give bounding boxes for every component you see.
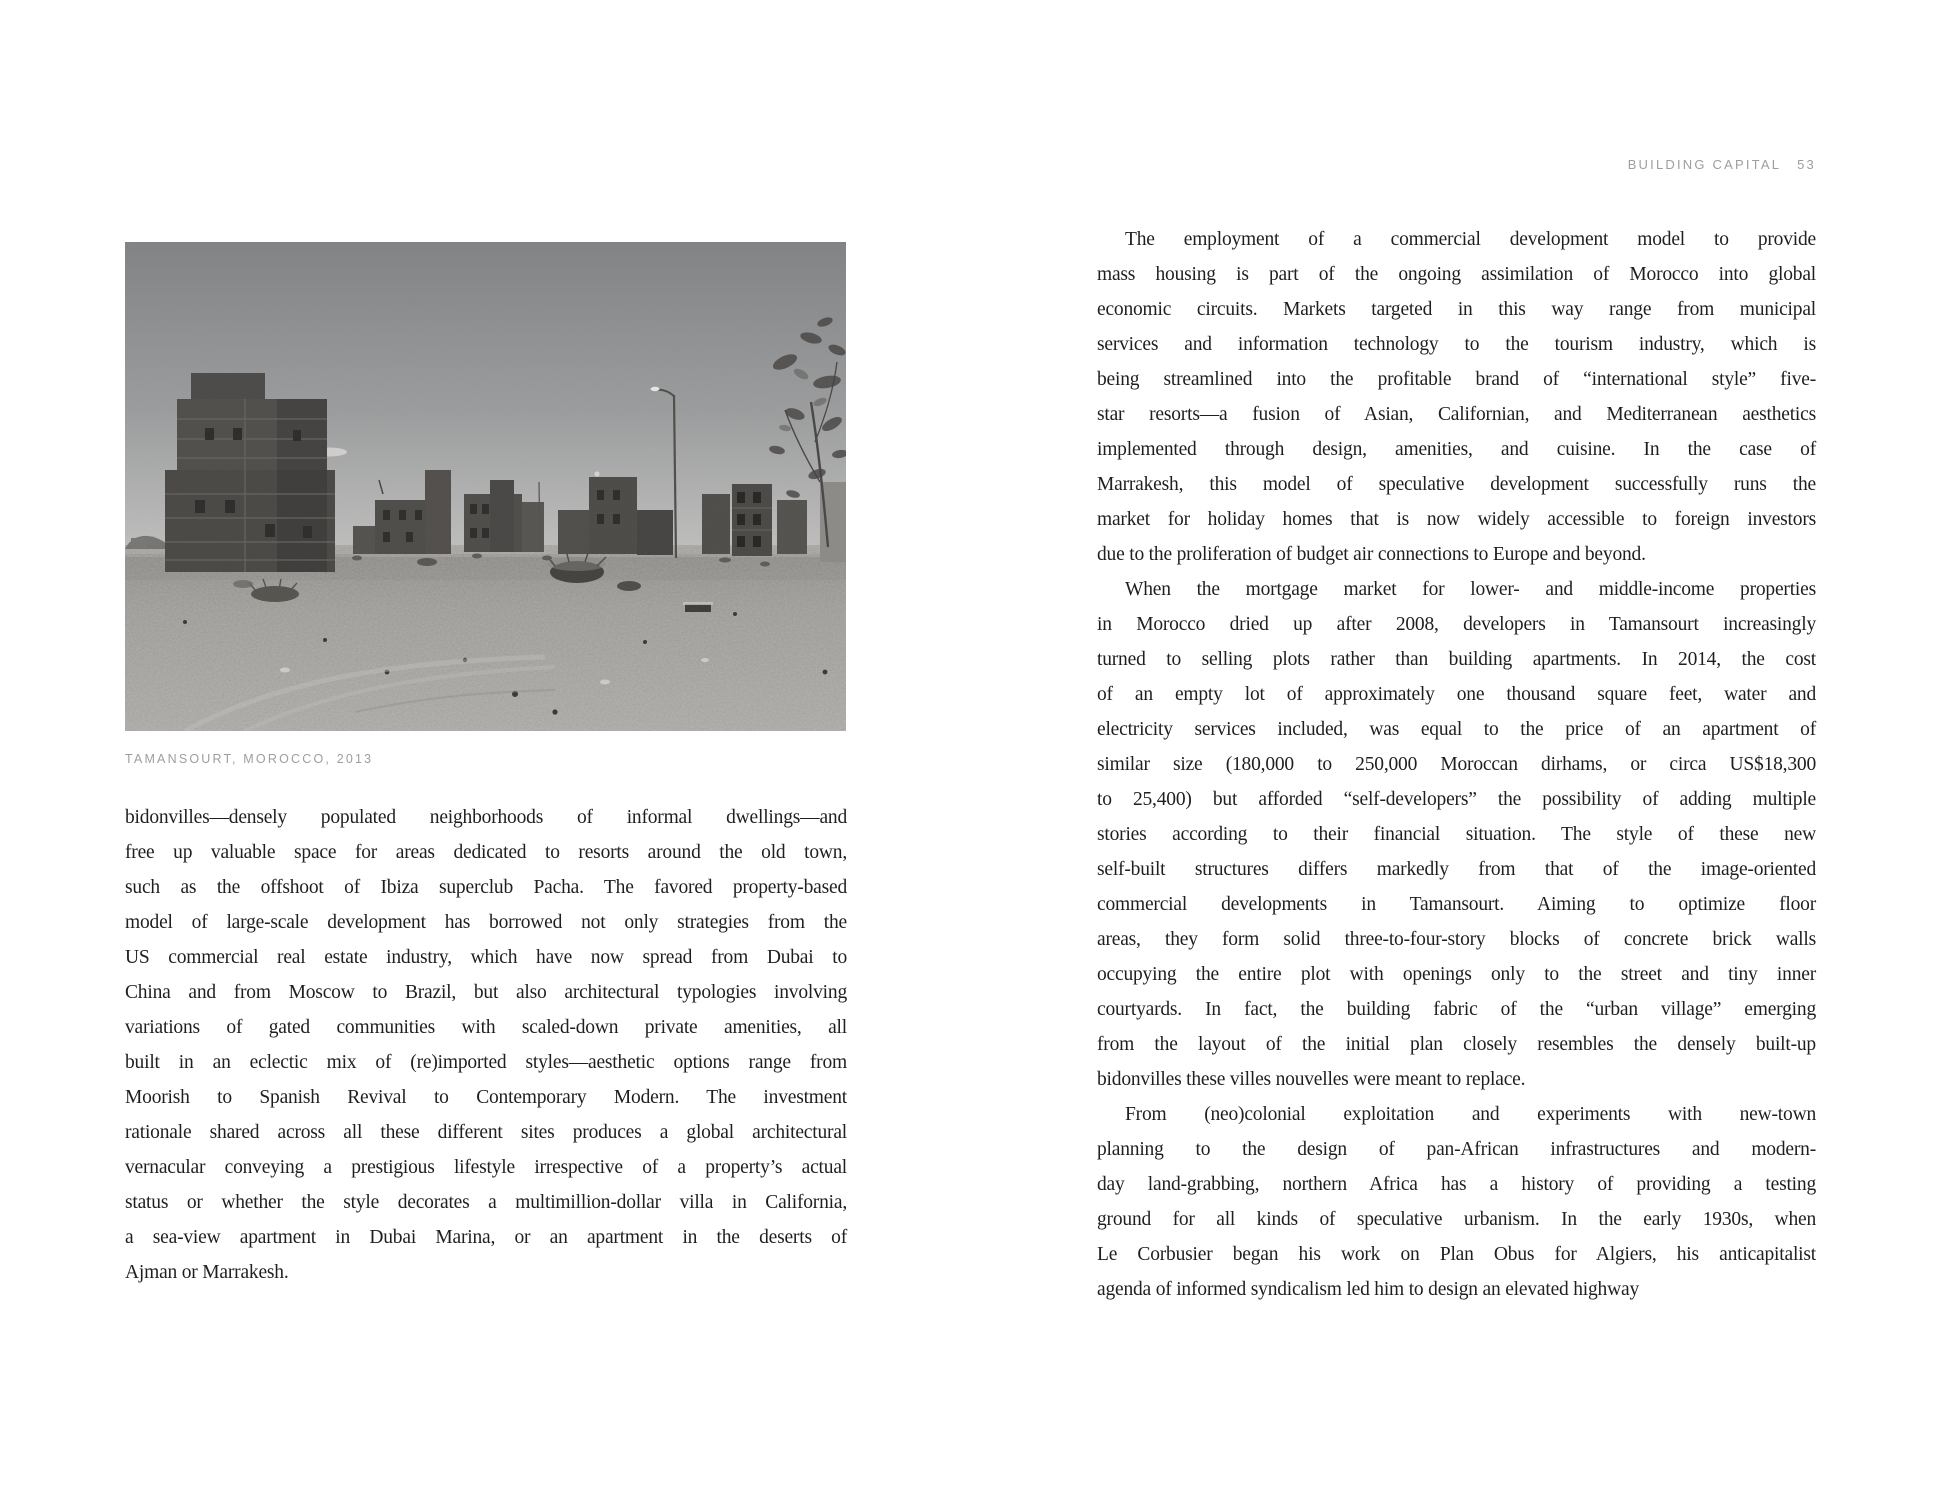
text-line: courtyards. In fact, the building fabric of the “urban village” emerging [1097,999,1816,1020]
text-line: planning to the design of pan-African infrastructures and modern- [1097,1139,1816,1160]
text-line: Moorish to Spanish Revival to Contemporary Modern. The investment [125,1087,847,1108]
text-line: to 25,400) but afforded “self-developers” the possibility of adding multiple [1097,789,1816,810]
text-line: bidonvilles—densely populated neighborhoods of informal dwellings—and [125,807,847,828]
paragraph [1097,572,1816,1097]
running-header [1097,157,1816,172]
paragraph [1097,222,1816,572]
text-line: occupying the entire plot with openings only to the street and tiny inner [1097,964,1816,985]
text-line: implemented through design, amenities, and cuisine. In the case of [1097,439,1816,460]
page-number: 53 [1797,157,1816,172]
text-line: economic circuits. Markets targeted in this way range from municipal [1097,299,1816,320]
text-line: due to the proliferation of budget air connections to Europe and beyond. [1097,544,1646,565]
text-line: market for holiday homes that is now widely accessible to foreign investors [1097,509,1816,530]
text-line: services and information technology to the tourism industry, which is [1097,334,1816,355]
text-line: a sea-view apartment in Dubai Marina, or an apartment in the deserts of [125,1227,847,1248]
photo-tamansourt [125,242,846,731]
text-line: The employment of a commercial development model to provide [1125,229,1816,250]
text-line: US commercial real estate industry, which have now spread from Dubai to [125,947,847,968]
text-line: free up valuable space for areas dedicated to resorts around the old town, [125,842,847,863]
text-line: similar size (180,000 to 250,000 Moroccan dirhams, or circa US$18,300 [1097,754,1816,775]
photo-grain [125,242,846,731]
text-line: model of large-scale development has borrowed not only strategies from the [125,912,847,933]
text-line: Marrakesh, this model of speculative development successfully runs the [1097,474,1816,495]
text-line: self-built structures differs markedly from that of the image-oriented [1097,859,1816,880]
text-line: When the mortgage market for lower- and middle-income properties [1125,579,1816,600]
text-line: From (neo)colonial exploitation and experiments with new-town [1125,1104,1816,1125]
text-line: areas, they form solid three-to-four-story blocks of concrete brick walls [1097,929,1816,950]
text-line: electricity services included, was equal to the price of an apartment of [1097,719,1816,740]
text-line: day land-grabbing, northern Africa has a history of providing a testing [1097,1174,1816,1195]
text-line: bidonvilles these villes nouvelles were meant to replace. [1097,1069,1526,1090]
text-line: vernacular conveying a prestigious lifestyle irrespective of a property’s actual [125,1157,847,1178]
text-line: being streamlined into the profitable brand of “international style” five- [1097,369,1816,390]
text-line: mass housing is part of the ongoing assimilation of Morocco into global [1097,264,1816,285]
photo-caption: TAMANSOURT, MOROCCO, 2013 [125,752,374,766]
text-line: star resorts—a fusion of Asian, Californian, and Mediterranean aesthetics [1097,404,1816,425]
text-line: in Morocco dried up after 2008, developers in Tamansourt increasingly [1097,614,1816,635]
text-line: built in an eclectic mix of (re)imported styles—aesthetic options range from [125,1052,847,1073]
text-line: from the layout of the initial plan closely resembles the densely built-up [1097,1034,1816,1055]
right-page-body [1097,222,1816,1307]
text-line: variations of gated communities with scaled-down private amenities, all [125,1017,847,1038]
text-line: Le Corbusier began his work on Plan Obus for Algiers, his anticapitalist [1097,1244,1816,1265]
paragraph [1097,1097,1816,1307]
text-line: of an empty lot of approximately one thousand square feet, water and [1097,684,1816,705]
photo-illustration [125,242,846,731]
text-line: rationale shared across all these different sites produces a global architectural [125,1122,847,1143]
text-line: China and from Moscow to Brazil, but also architectural typologies involving [125,982,847,1003]
text-line: stories according to their financial situation. The style of these new [1097,824,1816,845]
text-line: agenda of informed syndicalism led him to design an elevated highway [1097,1279,1639,1300]
left-page-body [125,800,847,1290]
text-line: turned to selling plots rather than building apartments. In 2014, the cost [1097,649,1816,670]
text-line: ground for all kinds of speculative urbanism. In the early 1930s, when [1097,1209,1816,1230]
text-line: status or whether the style decorates a multimillion-dollar villa in California, [125,1192,847,1213]
text-line: Ajman or Marrakesh. [125,1262,289,1283]
running-header-title: BUILDING CAPITAL [1627,157,1782,172]
text-line: such as the offshoot of Ibiza superclub Pacha. The favored property-based [125,877,847,898]
text-line: commercial developments in Tamansourt. Aiming to optimize floor [1097,894,1816,915]
